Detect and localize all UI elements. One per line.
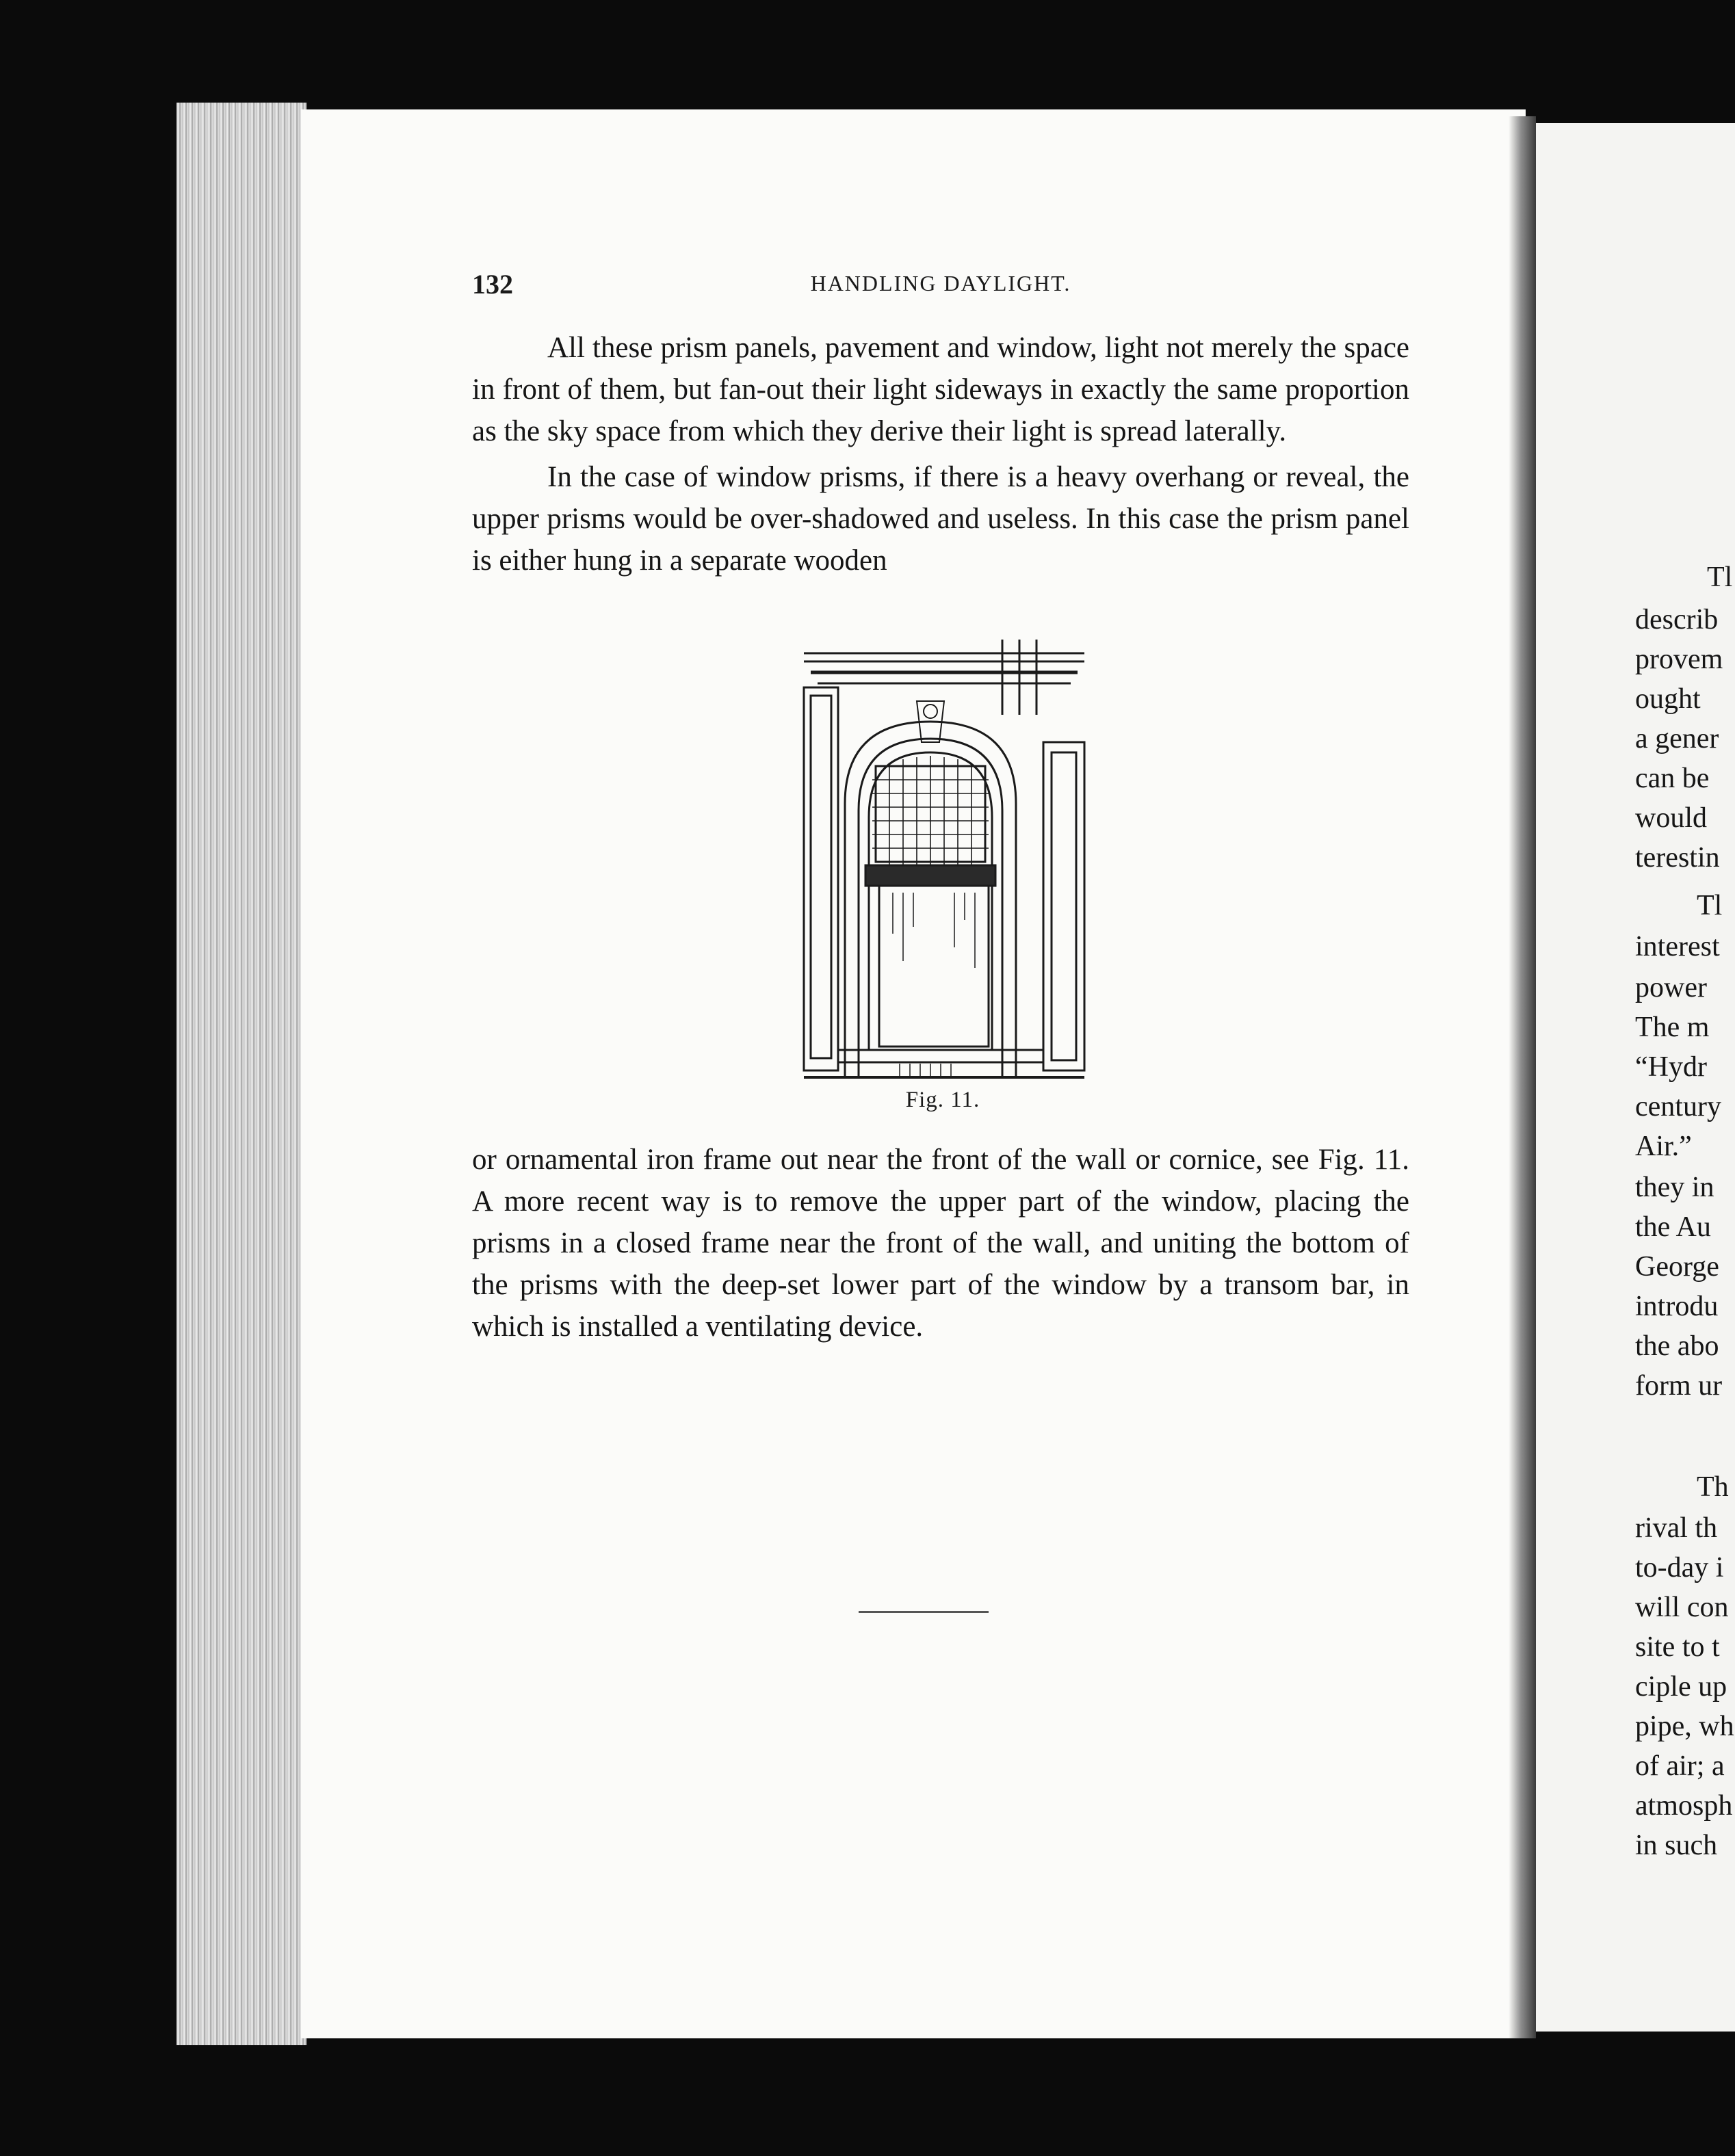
right-line: provem bbox=[1635, 644, 1723, 675]
right-line: the Au bbox=[1635, 1211, 1711, 1243]
right-line: would bbox=[1635, 802, 1707, 834]
right-line: they in bbox=[1635, 1172, 1714, 1203]
figure-11 bbox=[790, 640, 1091, 1112]
right-line: George bbox=[1635, 1251, 1719, 1283]
right-line: of air; a bbox=[1635, 1750, 1725, 1782]
right-line: atmosph bbox=[1635, 1790, 1733, 1822]
figure-caption: Fig. 11. bbox=[905, 1088, 980, 1112]
right-line: pipe, wh bbox=[1635, 1711, 1734, 1742]
right-line: ought bbox=[1635, 683, 1701, 715]
paragraph-1: All these prism panels, pavement and window, light not merely the space in front of them, but fan-out their light sideways in exactly the same proportion as the sky space from which they derive their light is spread laterally. bbox=[472, 332, 1409, 447]
right-line: a gener bbox=[1635, 723, 1719, 754]
running-head bbox=[472, 268, 1409, 304]
right-line: rival th bbox=[1635, 1512, 1718, 1544]
right-line: century bbox=[1635, 1091, 1721, 1122]
book-gutter bbox=[1509, 116, 1536, 2038]
right-line: The m bbox=[1635, 1012, 1710, 1043]
paragraph-3: or ornamental iron frame out near the front of the wall or cornice, see Fig. 11. A more recent way is to remove the upper part of the window, placing the prisms in a closed frame near the front of the wall, and uniting the bottom of the prisms with the deep-set lower part of the window by a transom bar, in which is installed a ventilating device. bbox=[472, 1144, 1409, 1343]
right-line: form ur bbox=[1635, 1370, 1723, 1402]
right-line: Tl bbox=[1697, 890, 1723, 921]
right-line: site to t bbox=[1635, 1631, 1720, 1663]
page-edge-stack bbox=[177, 103, 306, 2052]
right-line: introdu bbox=[1635, 1291, 1719, 1322]
right-line: Th bbox=[1697, 1471, 1729, 1503]
upper-text-block bbox=[472, 327, 1409, 581]
running-head-title: HANDLING DAYLIGHT. bbox=[810, 271, 1071, 295]
right-line: the abo bbox=[1635, 1330, 1719, 1362]
paragraph-2: In the case of window prisms, if there is a heavy overhang or reveal, the upper prisms would be over-shadowed and useless. In this case the prism panel is either hung in a separate wooden bbox=[472, 461, 1409, 577]
right-line: Tl bbox=[1707, 562, 1733, 593]
right-line: “Hydr bbox=[1635, 1051, 1707, 1083]
right-line: ciple up bbox=[1635, 1671, 1727, 1703]
right-line: will con bbox=[1635, 1592, 1729, 1623]
right-line: to-day i bbox=[1635, 1552, 1724, 1583]
right-line: power bbox=[1635, 972, 1707, 1003]
right-line: can be bbox=[1635, 763, 1710, 794]
right-line: interest bbox=[1635, 931, 1720, 962]
page-number: 132 bbox=[472, 269, 513, 300]
scan-background-bottom bbox=[0, 2045, 1735, 2156]
window-prism-illustration-icon bbox=[790, 640, 1091, 1091]
lower-text-block bbox=[472, 1139, 1409, 1348]
section-end-rule bbox=[859, 1611, 989, 1613]
right-line: describ bbox=[1635, 604, 1719, 635]
right-line: Air.” bbox=[1635, 1131, 1692, 1162]
right-line: in such bbox=[1635, 1830, 1718, 1861]
right-line: terestin bbox=[1635, 842, 1720, 873]
